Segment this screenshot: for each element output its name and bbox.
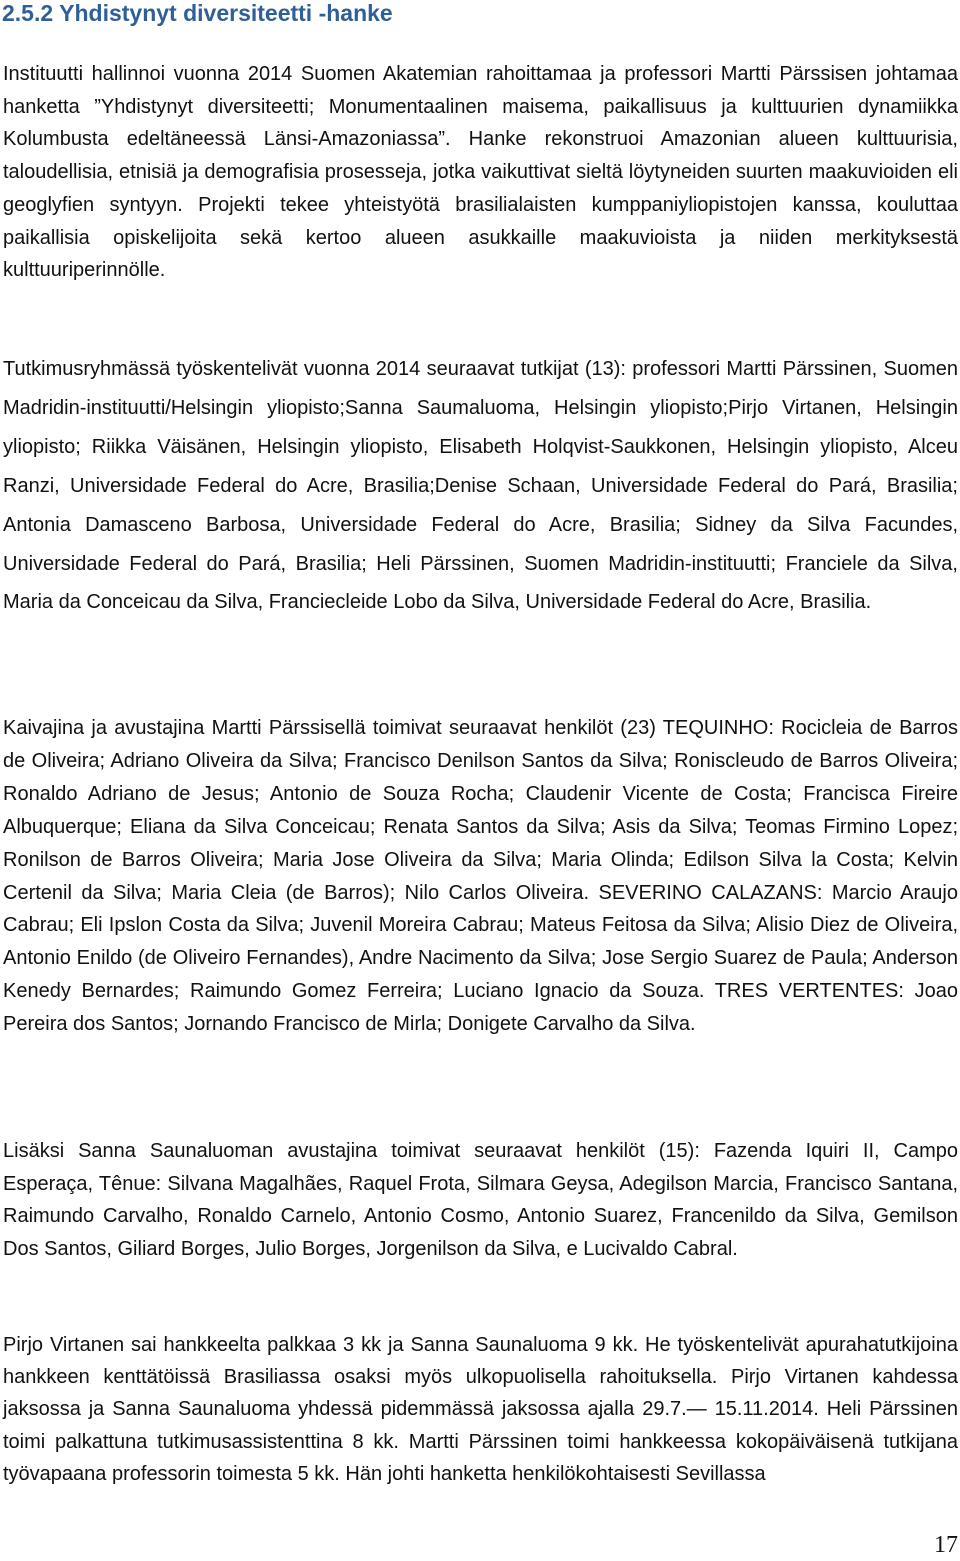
paragraph-funding-details: Pirjo Virtanen sai hankkeelta palkkaa 3 kk ja Sanna Saunaluoma 9 kk. He työskentelivät apurahatutkijoina hankkeen kenttätöissä Brasiliassa osaksi myös ulkopuolisella rahoituksella. Pirjo Virtanen kahdessa jaksossa ja Sanna Saunaluoma yhdessä pidemmässä jaksossa ajalla 29.7.— 15.11.2014. Heli Pärssinen toimi palkattuna tutkimusassistenttina 8 kk. Martti Pärssinen toimi hankkeessa kokopäiväisenä tutkijana työvapaana professorin toimesta 5 kk. Hän johti hanketta henkilökohtaisesti Sevillassa [3,1334,958,1485]
paragraph-research-team: Tutkimusryhmässä työskentelivät vuonna 2014 seuraavat tutkijat (13): professori Martti Pärssinen, Suomen Madridin-instituutti/Helsingin yliopisto;Sanna Saumaluoma, Helsingin yliopisto;Pirjo Virtanen, Helsingin yliopisto; Riikka Väisänen, Helsingin yliopisto, Elisabeth Holqvist-Saukkonen, Helsingin yliopisto, Alceu Ranzi, Universidade Federal do Acre, Brasilia;Denise Schaan, Universidade Federal do Pará, Brasilia; Antonia Damasceno Barbosa, Universidade Federal do Acre, Brasilia; Sidney da Silva Facundes, Universidade Federal do Pará, Brasilia; Heli Pärssinen, Suomen Madridin-instituutti; Franciele da Silva, Maria da Conceicau da Silva, Franciecleide Lobo da Silva, Universidade Federal do Acre, Brasilia. [3,358,958,614]
page-number: 17 [934,1532,958,1558]
paragraph-additional-assistants: Lisäksi Sanna Saunaluoman avustajina toimivat seuraavat henkilöt (15): Fazenda Iquiri II, Campo Esperaça, Tênue: Silvana Magalhães, Raquel Frota, Silmara Geysa, Adegilson Marcia, Francisco Santana, Raimundo Carvalho, Ronaldo Carnelo, Antonio Cosmo, Antonio Suarez, Francenildo da Silva, Gemilson Dos Santos, Giliard Borges, Julio Borges, Jorgenilson da Silva, e Lucivaldo Cabral. [3,1140,958,1260]
section-heading: 2.5.2 Yhdistynyt diversiteetti -hanke [2,0,393,26]
paragraph-project-description: Instituutti hallinnoi vuonna 2014 Suomen Akatemian rahoittamaa ja professori Martti Pärssisen johtamaa hanketta ”Yhdistynyt diversiteetti; Monumentaalinen maisema, paikallisuus ja kulttuurien dynamiikka Kolumbusta edeltäneessä Länsi-Amazoniassa”. Hanke rekonstruoi Amazonian alueen kulttuurisia, taloudellisia, etnisiä ja demografisia prosesseja, jotka vaikuttivat sieltä löytyneiden suurten maakuvioiden eli geoglyfien syntyyn. Projekti tekee yhteistyötä brasilialaisten kumppaniyliopistojen kanssa, kouluttaa paikallisia opiskelijoita sekä kertoo alueen asukkaille maakuvioista ja niiden merkityksestä kulttuuriperinnölle. [3,63,958,282]
paragraph-excavation-assistants: Kaivajina ja avustajina Martti Pärssisellä toimivat seuraavat henkilöt (23) TEQUINHO: Rocicleia de Barros de Oliveira; Adriano Oliveira da Silva; Francisco Denilson Santos da Silva; Roniscleudo de Barros Oliveira; Ronaldo Adriano de Jesus; Antonio de Souza Rocha; Claudenir Vicente de Costa; Francisca Fireire Albuquerque; Eliana da Silva Conceicau; Renata Santos da Silva; Asis da Silva; Teomas Firmino Lopez; Ronilson de Barros Oliveira; Maria Jose Oliveira da Silva; Maria Olinda; Edilson Silva la Costa; Kelvin Certenil da Silva; Maria Cleia (de Barros); Nilo Carlos Oliveira. SEVERINO CALAZANS: Marcio Araujo Cabrau; Eli Ipslon Costa da Silva; Juvenil Moreira Cabrau; Mateus Feitosa da Silva; Alisio Diez de Oliveira, Antonio Enildo (de Oliveiro Fernandes), Andre Nacimento da Silva; Jose Sergio Suarez de Paula; Anderson Kenedy Bernardes; Raimundo Gomez Ferreira; Luciano Ignacio da Souza. TRES VERTENTES: Joao Pereira dos Santos; Jornando Francisco de Mirla; Donigete Carvalho da Silva. [3,717,958,1036]
